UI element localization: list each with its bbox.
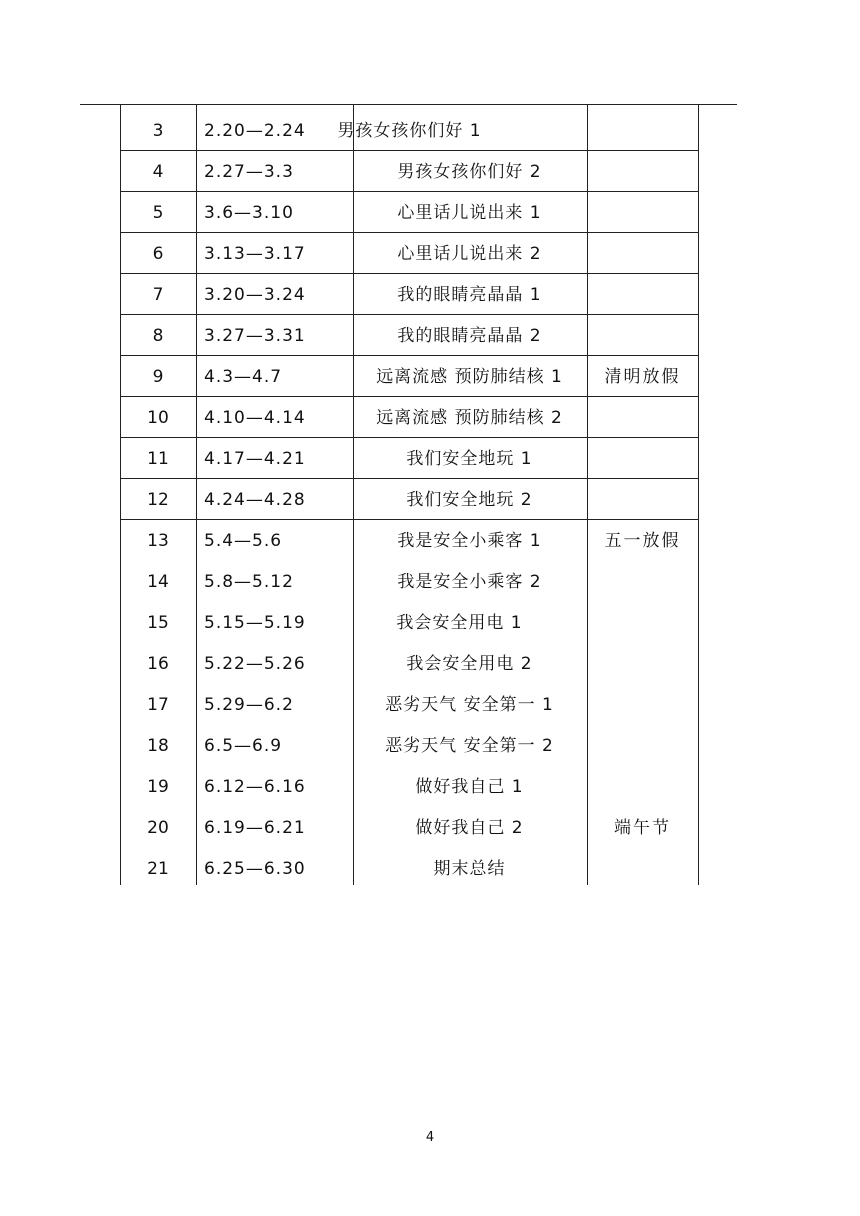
row-dates: 2.27—3.3 [204,162,294,182]
table-row-border [120,437,698,438]
row-dates: 4.3—4.7 [204,367,283,387]
row-topic: 男孩女孩你们好 1 [337,121,482,141]
header-rule [80,104,737,105]
row-topic: 我的眼睛亮晶晶 1 [397,285,542,305]
row-number: 13 [147,531,169,551]
row-number: 7 [152,285,164,305]
row-number: 11 [147,449,169,469]
row-dates: 2.20—2.24 [204,121,306,141]
table-row-border [120,150,698,151]
row-number: 18 [147,736,169,756]
table-row-border [120,355,698,356]
row-topic: 恶劣天气 安全第一 1 [385,695,554,715]
row-note: 端午节 [614,818,671,838]
row-number: 9 [152,367,164,387]
table-column-border [196,105,197,885]
table-row-border [120,191,698,192]
table-row-border [120,396,698,397]
row-topic: 远离流感 预防肺结核 2 [376,408,563,428]
row-number: 16 [147,654,169,674]
row-dates: 6.5—6.9 [204,736,283,756]
row-topic: 做好我自己 1 [415,777,524,797]
table-column-border [587,105,588,885]
row-topic: 心里话儿说出来 1 [397,203,542,223]
row-number: 6 [152,244,164,264]
table-row-border [120,273,698,274]
row-number: 3 [152,121,164,141]
table-row-border [120,314,698,315]
row-topic: 我的眼睛亮晶晶 2 [397,326,542,346]
row-note: 清明放假 [604,367,681,387]
page-number: 4 [425,1130,435,1145]
row-topic: 远离流感 预防肺结核 1 [376,367,563,387]
row-dates: 3.27—3.31 [204,326,306,346]
row-dates: 5.15—5.19 [204,613,306,633]
row-dates: 5.29—6.2 [204,695,294,715]
row-topic: 我们安全地玩 1 [406,449,533,469]
row-topic: 我是安全小乘客 1 [397,531,542,551]
row-dates: 4.17—4.21 [204,449,306,469]
table-row-border [120,519,698,520]
row-topic: 心里话儿说出来 2 [397,244,542,264]
row-number: 4 [152,162,164,182]
row-dates: 5.8—5.12 [204,572,294,592]
row-dates: 3.20—3.24 [204,285,306,305]
row-topic: 男孩女孩你们好 2 [397,162,542,182]
table-row-border [120,478,698,479]
row-number: 5 [152,203,164,223]
row-topic: 期末总结 [433,859,506,879]
row-number: 12 [147,490,169,510]
row-dates: 5.22—5.26 [204,654,306,674]
row-topic: 我会安全用电 1 [396,613,523,633]
row-number: 17 [147,695,169,715]
row-dates: 5.4—5.6 [204,531,283,551]
row-number: 20 [147,818,169,838]
row-dates: 4.10—4.14 [204,408,306,428]
table-row-border [120,232,698,233]
row-number: 21 [147,859,169,879]
row-topic: 我会安全用电 2 [406,654,533,674]
table-column-border [698,105,699,885]
row-dates: 4.24—4.28 [204,490,306,510]
row-topic: 我是安全小乘客 2 [397,572,542,592]
row-dates: 6.19—6.21 [204,818,306,838]
row-number: 8 [152,326,164,346]
row-dates: 6.12—6.16 [204,777,306,797]
row-topic: 恶劣天气 安全第一 2 [385,736,554,756]
row-topic: 我们安全地玩 2 [406,490,533,510]
row-dates: 6.25—6.30 [204,859,306,879]
row-topic: 做好我自己 2 [415,818,524,838]
row-number: 15 [147,613,169,633]
row-note: 五一放假 [604,531,681,551]
row-number: 19 [147,777,169,797]
row-number: 10 [147,408,169,428]
row-dates: 3.6—3.10 [204,203,294,223]
row-dates: 3.13—3.17 [204,244,306,264]
row-number: 14 [147,572,169,592]
